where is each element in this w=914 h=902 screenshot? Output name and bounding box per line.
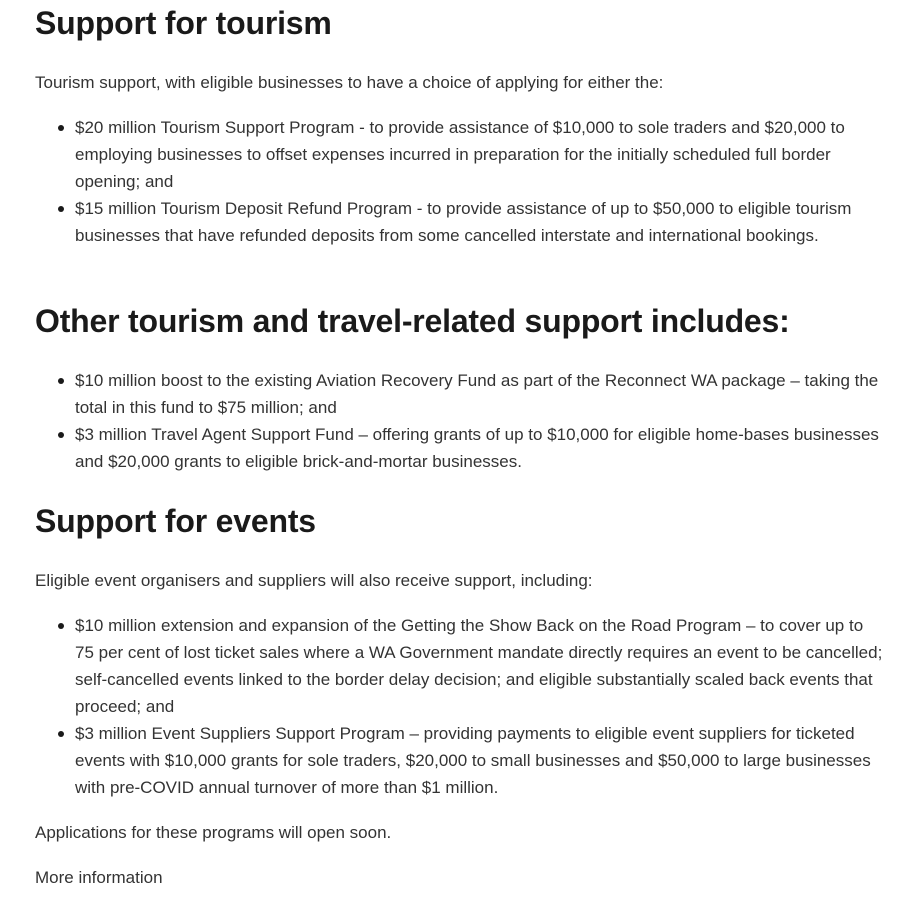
list-item-show-back-on-road-program: $10 million extension and expansion of the Getting the Show Back on the Road Program – to cover up to 75 per cent of lost ticket sales where a WA Government mandate directly requires an event to be cancelled; self-cancelled events linked to the border delay decision; and eligible substantially scaled back events that proceed; and xyxy=(75,612,884,720)
applications-note: Applications for these programs will open soon. xyxy=(35,823,392,842)
events-intro-text: Eligible event organisers and suppliers will also receive support, including: xyxy=(35,571,593,590)
other-support-list xyxy=(35,367,884,475)
heading-support-for-events: Support for events xyxy=(35,503,316,539)
heading-other-tourism-support: Other tourism and travel-related support includes: xyxy=(35,303,790,339)
more-information-paragraph xyxy=(35,864,163,891)
list-item-event-suppliers-support-program: $3 million Event Suppliers Support Program – providing payments to eligible event suppliers for ticketed events with $10,000 grants for sole traders, $20,000 to small businesses and $50,000 to large businesses with pre-COVID annual turnover of more than $1 million. xyxy=(75,720,884,801)
events-support-list xyxy=(35,612,884,801)
list-item-travel-agent-support-fund: $3 million Travel Agent Support Fund – offering grants of up to $10,000 for eligible home-bases businesses and $20,000 grants to eligible brick-and-mortar businesses. xyxy=(75,421,884,475)
list-item-tourism-support-program: $20 million Tourism Support Program - to provide assistance of $10,000 to sole traders and $20,000 to employing businesses to offset expenses incurred in preparation for the initially scheduled full border opening; and xyxy=(75,114,884,195)
list-item-tourism-deposit-refund-program: $15 million Tourism Deposit Refund Program - to provide assistance of up to $50,000 to eligible tourism businesses that have refunded deposits from some cancelled interstate and international bookings. xyxy=(75,195,884,249)
heading-support-for-tourism: Support for tourism xyxy=(35,5,332,41)
tourism-intro-text: Tourism support, with eligible businesses to have a choice of applying for either the: xyxy=(35,73,664,92)
more-information-link[interactable]: More information xyxy=(35,868,163,887)
list-item-aviation-recovery-fund: $10 million boost to the existing Aviation Recovery Fund as part of the Reconnect WA package – taking the total in this fund to $75 million; and xyxy=(75,367,884,421)
tourism-support-list xyxy=(35,114,884,249)
